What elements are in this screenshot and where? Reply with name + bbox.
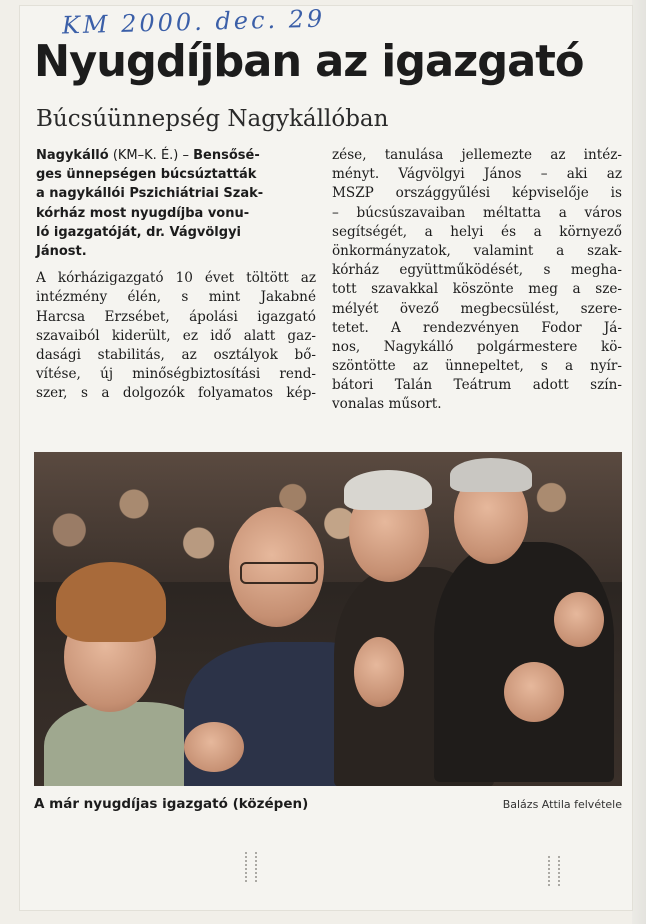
photo-credit: Balázs Attila felvétele (502, 798, 622, 811)
body-text-line: segítségét, a helyi és a környező (332, 223, 622, 240)
body-text-line: Harcsa Erzsébet, ápolási igazgató (36, 308, 316, 325)
photo-figure (344, 470, 432, 510)
body-text-line: MSZP országgyűlési képviselője is (332, 185, 622, 202)
scan-edge (632, 0, 646, 924)
photo-caption: A már nyugdíjas igazgató (középen) (34, 796, 309, 812)
body-text-line: intézmény élén, s mint Jakabné (36, 289, 316, 306)
body-text-line: ményt. Vágvölgyi János – aki az (332, 166, 622, 183)
body-text-line: kórház együttműködését, s megha- (332, 262, 622, 279)
body-text-line: bátori Talán Teátrum adott szín- (332, 377, 622, 394)
body-text-line: vonalas műsort. (332, 396, 442, 413)
lead-text: Bensősé- (193, 148, 260, 163)
lead-line: kórház most nyugdíjba vonu- (36, 205, 250, 221)
photo-figure (354, 637, 404, 707)
photo-figure (56, 562, 166, 642)
article-body-right (332, 146, 622, 415)
staple-mark (245, 852, 257, 882)
photo-figure (184, 722, 244, 772)
article-headline: Nyugdíjban az igazgató (34, 36, 584, 87)
article-column-right (332, 146, 622, 415)
photo-figure (554, 592, 604, 647)
body-text-line: vítése, új minőségbiztosítási rend- (36, 366, 316, 383)
photo-figure (450, 458, 532, 492)
body-text-line: – búcsúszavaiban méltatta a város (332, 204, 622, 221)
body-text-line: nos, Nagykálló polgármestere kö- (332, 338, 622, 355)
lead-line (36, 146, 316, 165)
body-text-line: mélyét övező megbecsülést, szere- (332, 300, 622, 317)
article-body-left (36, 269, 316, 403)
photo-figure (240, 562, 318, 584)
staple-mark (548, 856, 560, 886)
photo-figure (504, 662, 564, 722)
article-photo (34, 452, 622, 786)
body-text-line: tetet. A rendezvényen Fodor Já- (332, 319, 622, 336)
photo-caption-row (34, 796, 622, 818)
lead-dateline: Nagykálló (36, 148, 109, 163)
lead-line: a nagykállói Pszichiátriai Szak- (36, 186, 264, 202)
article-lead (36, 146, 316, 261)
body-text-line: zése, tanulása jellemezte az intéz- (332, 147, 622, 163)
photo-figure (434, 542, 614, 782)
body-text-line: szer, s a dolgozók folyamatos kép- (36, 385, 316, 402)
body-text-line: szavaiból kiderült, ez idő alatt gaz- (36, 327, 316, 344)
body-text-line: tott szavakkal köszönte meg a sze- (332, 281, 622, 298)
body-text-line: önkormányzatok, valamint a szak- (332, 242, 622, 259)
article-column-left (36, 146, 316, 403)
lead-source: (KM–K. É.) – (108, 148, 194, 163)
body-text-line: szöntötte az ünnepeltet, s a nyír- (332, 358, 622, 375)
handwritten-date-note: KM 2000. dec. 29 (61, 4, 326, 40)
article-subheadline: Búcsúünnepség Nagykállóban (36, 106, 389, 132)
body-text-line: dasági stabilitás, az osztályok bő- (36, 346, 316, 363)
body-text-line: A kórházigazgató 10 évet töltött az (36, 270, 316, 287)
lead-line: ges ünnepségen búcsúztatták (36, 167, 257, 183)
lead-line: Jánost. (36, 243, 87, 259)
lead-line: ló igazgatóját, dr. Vágvölgyi (36, 224, 241, 240)
